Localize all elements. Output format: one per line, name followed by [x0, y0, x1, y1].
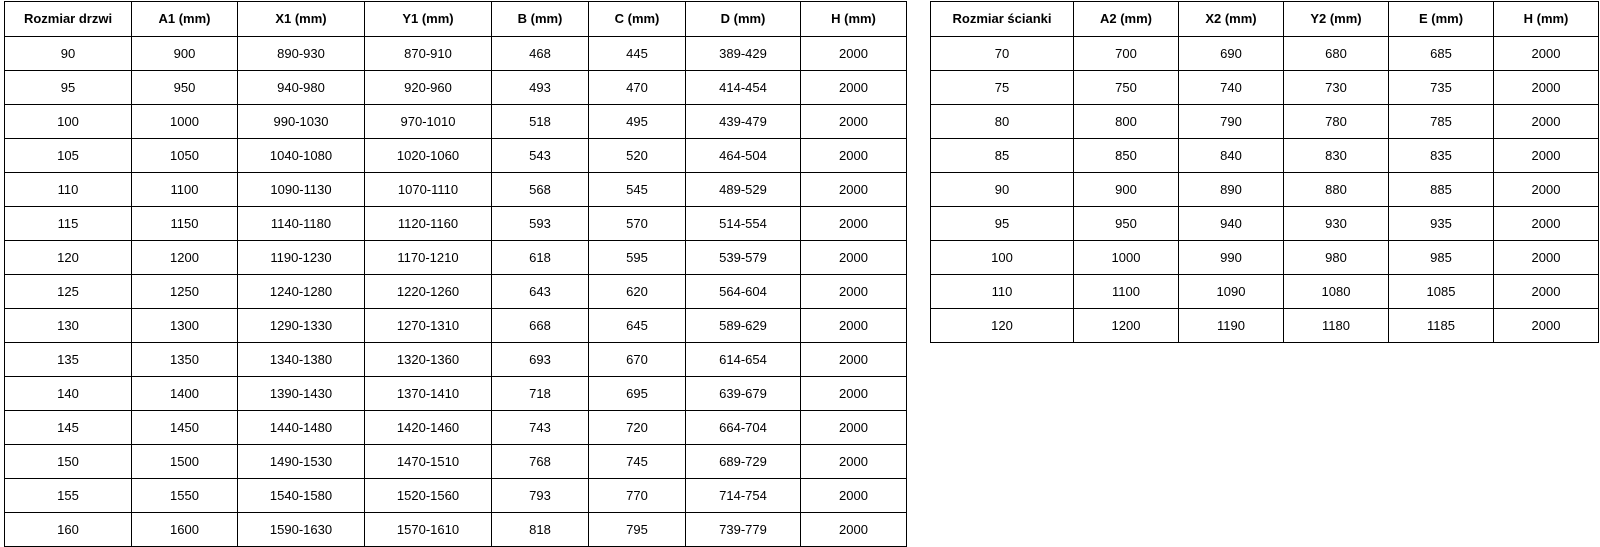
table-cell: 1300: [132, 309, 238, 343]
table-cell: 1170-1210: [365, 241, 492, 275]
table-cell: 160: [5, 513, 132, 547]
column-header-e: E (mm): [1389, 2, 1494, 37]
table-cell: 2000: [801, 343, 907, 377]
table-cell: 1270-1310: [365, 309, 492, 343]
table-cell: 1550: [132, 479, 238, 513]
table-cell: 900: [132, 37, 238, 71]
table-cell: 985: [1389, 241, 1494, 275]
table-cell: 2000: [801, 377, 907, 411]
table-cell: 85: [931, 139, 1074, 173]
table-cell: 95: [931, 207, 1074, 241]
table-cell: 950: [132, 71, 238, 105]
table-cell: 639-679: [686, 377, 801, 411]
table-cell: 520: [589, 139, 686, 173]
table-cell: 150: [5, 445, 132, 479]
table-cell: 1570-1610: [365, 513, 492, 547]
table-cell: 800: [1074, 105, 1179, 139]
table-cell: 389-429: [686, 37, 801, 71]
column-header-a2: A2 (mm): [1074, 2, 1179, 37]
table-cell: 885: [1389, 173, 1494, 207]
table-cell: 1180: [1284, 309, 1389, 343]
table-cell: 850: [1074, 139, 1179, 173]
table-cell: 1440-1480: [238, 411, 365, 445]
table-cell: 1450: [132, 411, 238, 445]
table-cell: 1185: [1389, 309, 1494, 343]
table-cell: 1250: [132, 275, 238, 309]
table-cell: 90: [931, 173, 1074, 207]
table-cell: 930: [1284, 207, 1389, 241]
column-header-d: D (mm): [686, 2, 801, 37]
table-cell: 664-704: [686, 411, 801, 445]
table-cell: 2000: [1494, 37, 1599, 71]
table-cell: 564-604: [686, 275, 801, 309]
table-cell: 2000: [801, 479, 907, 513]
table-cell: 818: [492, 513, 589, 547]
table-cell: 1420-1460: [365, 411, 492, 445]
table-cell: 589-629: [686, 309, 801, 343]
table-cell: 970-1010: [365, 105, 492, 139]
table-cell: 830: [1284, 139, 1389, 173]
table-row: [931, 275, 1599, 309]
table-cell: 1200: [132, 241, 238, 275]
column-header-x1: X1 (mm): [238, 2, 365, 37]
table-row: [5, 241, 907, 275]
table-cell: 2000: [801, 513, 907, 547]
table-cell: 1500: [132, 445, 238, 479]
table-cell: 514-554: [686, 207, 801, 241]
table-cell: 1100: [1074, 275, 1179, 309]
table-cell: 1190-1230: [238, 241, 365, 275]
table-cell: 539-579: [686, 241, 801, 275]
table-cell: 940: [1179, 207, 1284, 241]
table-cell: 1000: [132, 105, 238, 139]
table-cell: 990: [1179, 241, 1284, 275]
table-cell: 750: [1074, 71, 1179, 105]
table-cell: 1590-1630: [238, 513, 365, 547]
table-cell: 543: [492, 139, 589, 173]
table-cell: 2000: [1494, 71, 1599, 105]
column-header-h: H (mm): [1494, 2, 1599, 37]
table-cell: 2000: [801, 275, 907, 309]
table-row: [931, 71, 1599, 105]
table-cell: 1090-1130: [238, 173, 365, 207]
table-cell: 120: [5, 241, 132, 275]
table-cell: 890: [1179, 173, 1284, 207]
table-cell: 464-504: [686, 139, 801, 173]
table-cell: 940-980: [238, 71, 365, 105]
column-header-a1: A1 (mm): [132, 2, 238, 37]
table-cell: 745: [589, 445, 686, 479]
table-row: [931, 241, 1599, 275]
table-cell: 95: [5, 71, 132, 105]
table-cell: 795: [589, 513, 686, 547]
table-cell: 2000: [1494, 309, 1599, 343]
table-cell: 1520-1560: [365, 479, 492, 513]
table-cell: 414-454: [686, 71, 801, 105]
table-cell: 714-754: [686, 479, 801, 513]
table-header-row: [5, 2, 907, 37]
table-cell: 110: [5, 173, 132, 207]
table-cell: 693: [492, 343, 589, 377]
table-cell: 990-1030: [238, 105, 365, 139]
table-cell: 2000: [1494, 241, 1599, 275]
table-cell: 468: [492, 37, 589, 71]
table-cell: 2000: [801, 411, 907, 445]
column-header-b: B (mm): [492, 2, 589, 37]
table-cell: 2000: [801, 445, 907, 479]
table-row: [5, 411, 907, 445]
table-cell: 495: [589, 105, 686, 139]
table-cell: 493: [492, 71, 589, 105]
table-cell: 670: [589, 343, 686, 377]
table-cell: 140: [5, 377, 132, 411]
table-row: [5, 479, 907, 513]
table-cell: 1090: [1179, 275, 1284, 309]
table-cell: 1290-1330: [238, 309, 365, 343]
column-header-x2: X2 (mm): [1179, 2, 1284, 37]
table-cell: 75: [931, 71, 1074, 105]
table-row: [5, 309, 907, 343]
table-cell: 1140-1180: [238, 207, 365, 241]
table-cell: 1080: [1284, 275, 1389, 309]
table-cell: 1370-1410: [365, 377, 492, 411]
table-cell: 950: [1074, 207, 1179, 241]
table-cell: 685: [1389, 37, 1494, 71]
table-cell: 689-729: [686, 445, 801, 479]
table-cell: 570: [589, 207, 686, 241]
table-cell: 2000: [801, 207, 907, 241]
table-row: [5, 275, 907, 309]
table-row: [931, 139, 1599, 173]
table-cell: 2000: [801, 37, 907, 71]
table-row: [5, 207, 907, 241]
table-cell: 1390-1430: [238, 377, 365, 411]
table-cell: 1320-1360: [365, 343, 492, 377]
table-row: [5, 377, 907, 411]
table-cell: 2000: [1494, 207, 1599, 241]
table-header-row: [931, 2, 1599, 37]
table-cell: 890-930: [238, 37, 365, 71]
table-row: [5, 173, 907, 207]
table-cell: 935: [1389, 207, 1494, 241]
table-row: [5, 513, 907, 547]
table-cell: 1400: [132, 377, 238, 411]
column-header-y2: Y2 (mm): [1284, 2, 1389, 37]
table-cell: 2000: [801, 105, 907, 139]
table-cell: 680: [1284, 37, 1389, 71]
table-cell: 770: [589, 479, 686, 513]
walls-table-container: [930, 1, 1599, 343]
table-cell: 980: [1284, 241, 1389, 275]
table-cell: 489-529: [686, 173, 801, 207]
table-cell: 100: [5, 105, 132, 139]
table-cell: 470: [589, 71, 686, 105]
table-cell: 105: [5, 139, 132, 173]
table-row: [5, 105, 907, 139]
table-row: [931, 173, 1599, 207]
table-row: [5, 343, 907, 377]
table-row: [5, 71, 907, 105]
table-cell: 1100: [132, 173, 238, 207]
table-cell: 735: [1389, 71, 1494, 105]
doors-table-container: [4, 1, 907, 547]
table-row: [5, 445, 907, 479]
table-row: [931, 309, 1599, 343]
table-cell: 880: [1284, 173, 1389, 207]
table-cell: 445: [589, 37, 686, 71]
doors-dimensions-table: [4, 1, 907, 547]
table-cell: 2000: [1494, 139, 1599, 173]
table-cell: 125: [5, 275, 132, 309]
table-cell: 790: [1179, 105, 1284, 139]
table-cell: 518: [492, 105, 589, 139]
table-cell: 1000: [1074, 241, 1179, 275]
table-cell: 2000: [1494, 105, 1599, 139]
table-cell: 740: [1179, 71, 1284, 105]
table-cell: 2000: [801, 309, 907, 343]
table-row: [931, 37, 1599, 71]
walls-dimensions-table: [930, 1, 1599, 343]
table-cell: 1540-1580: [238, 479, 365, 513]
table-cell: 1150: [132, 207, 238, 241]
table-row: [5, 139, 907, 173]
table-cell: 730: [1284, 71, 1389, 105]
table-cell: 614-654: [686, 343, 801, 377]
table-cell: 115: [5, 207, 132, 241]
table-cell: 718: [492, 377, 589, 411]
table-cell: 120: [931, 309, 1074, 343]
table-cell: 720: [589, 411, 686, 445]
table-cell: 2000: [1494, 173, 1599, 207]
table-cell: 1070-1110: [365, 173, 492, 207]
table-cell: 768: [492, 445, 589, 479]
table-cell: 700: [1074, 37, 1179, 71]
table-cell: 568: [492, 173, 589, 207]
table-cell: 870-910: [365, 37, 492, 71]
table-row: [5, 37, 907, 71]
table-cell: 668: [492, 309, 589, 343]
table-cell: 1350: [132, 343, 238, 377]
table-cell: 595: [589, 241, 686, 275]
walls-table-body: [931, 37, 1599, 343]
table-cell: 900: [1074, 173, 1179, 207]
column-header-rozmiar-scianki: Rozmiar ścianki: [931, 2, 1074, 37]
table-cell: 593: [492, 207, 589, 241]
table-cell: 110: [931, 275, 1074, 309]
table-cell: 100: [931, 241, 1074, 275]
table-cell: 643: [492, 275, 589, 309]
table-cell: 690: [1179, 37, 1284, 71]
table-cell: 130: [5, 309, 132, 343]
table-cell: 1240-1280: [238, 275, 365, 309]
table-cell: 439-479: [686, 105, 801, 139]
table-cell: 739-779: [686, 513, 801, 547]
table-row: [931, 105, 1599, 139]
table-cell: 155: [5, 479, 132, 513]
table-cell: 920-960: [365, 71, 492, 105]
table-cell: 840: [1179, 139, 1284, 173]
table-cell: 1200: [1074, 309, 1179, 343]
table-cell: 2000: [801, 139, 907, 173]
table-cell: 545: [589, 173, 686, 207]
table-cell: 1600: [132, 513, 238, 547]
table-cell: 780: [1284, 105, 1389, 139]
column-header-c: C (mm): [589, 2, 686, 37]
table-cell: 135: [5, 343, 132, 377]
table-cell: 793: [492, 479, 589, 513]
column-header-h: H (mm): [801, 2, 907, 37]
table-cell: 1220-1260: [365, 275, 492, 309]
table-cell: 90: [5, 37, 132, 71]
table-cell: 645: [589, 309, 686, 343]
table-cell: 2000: [1494, 275, 1599, 309]
table-cell: 2000: [801, 241, 907, 275]
table-cell: 835: [1389, 139, 1494, 173]
table-cell: 145: [5, 411, 132, 445]
table-cell: 1085: [1389, 275, 1494, 309]
table-cell: 620: [589, 275, 686, 309]
table-cell: 1120-1160: [365, 207, 492, 241]
table-cell: 2000: [801, 173, 907, 207]
table-cell: 695: [589, 377, 686, 411]
table-cell: 785: [1389, 105, 1494, 139]
table-cell: 1190: [1179, 309, 1284, 343]
doors-table-body: [5, 37, 907, 547]
table-cell: 70: [931, 37, 1074, 71]
table-cell: 1020-1060: [365, 139, 492, 173]
table-cell: 2000: [801, 71, 907, 105]
column-header-rozmiar-drzwi: Rozmiar drzwi: [5, 2, 132, 37]
table-cell: 618: [492, 241, 589, 275]
table-cell: 1490-1530: [238, 445, 365, 479]
table-cell: 743: [492, 411, 589, 445]
table-cell: 1050: [132, 139, 238, 173]
table-cell: 1340-1380: [238, 343, 365, 377]
table-cell: 1040-1080: [238, 139, 365, 173]
table-cell: 80: [931, 105, 1074, 139]
table-cell: 1470-1510: [365, 445, 492, 479]
table-row: [931, 207, 1599, 241]
column-header-y1: Y1 (mm): [365, 2, 492, 37]
